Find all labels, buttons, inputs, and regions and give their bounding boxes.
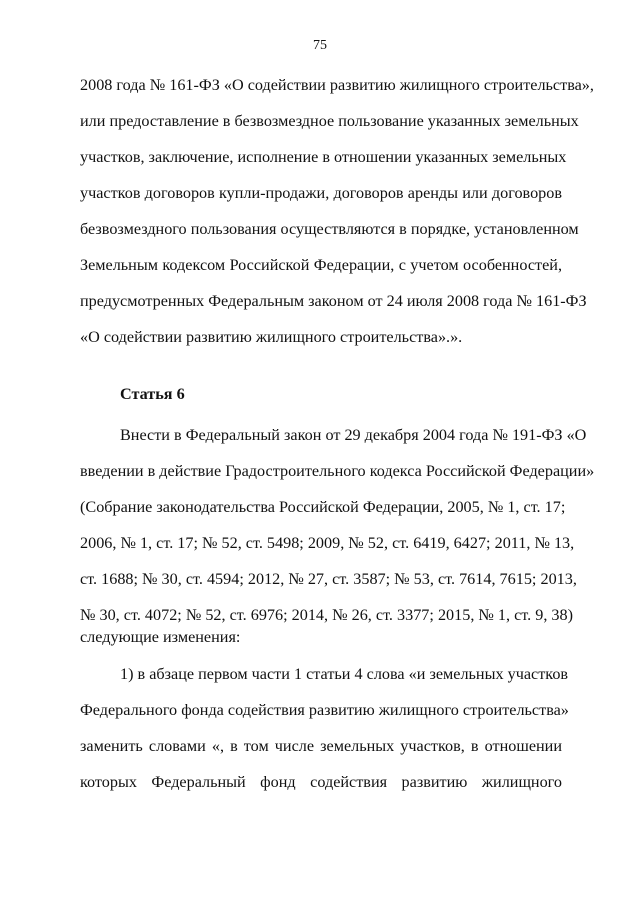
text-line: № 30, ст. 4072; № 52, ст. 6976; 2014, № 26, ст. 3377; 2015, № 1, ст. 9, 38) (80, 606, 573, 624)
text-line: заменить словами «, в том числе земельных участков, в отношении (80, 737, 562, 755)
text-line: (Собрание законодательства Российской Федерации, 2005, № 1, ст. 17; (80, 498, 566, 516)
text-line: 2006, № 1, ст. 17; № 52, ст. 5498; 2009, № 52, ст. 6419, 6427; 2011, № 13, (80, 534, 575, 552)
text-line: следующие изменения: (80, 628, 241, 646)
text-line: Земельным кодексом Российской Федерации, с учетом особенностей, (80, 256, 562, 274)
text-line: которых Федеральный фонд содействия развитию жилищного (80, 773, 562, 791)
text-line: Внести в Федеральный закон от 29 декабря 2004 года № 191-ФЗ «О (120, 426, 587, 444)
text-line: или предоставление в безвозмездное пользование указанных земельных (80, 112, 579, 130)
text-line: участков, заключение, исполнение в отношении указанных земельных (80, 148, 567, 166)
text-line: ст. 1688; № 30, ст. 4594; 2012, № 27, ст. 3587; № 53, ст. 7614, 7615; 2013, (80, 570, 577, 588)
text-line: Федерального фонда содействия развитию жилищного строительства» (80, 701, 569, 719)
text-line: 1) в абзаце первом части 1 статьи 4 слова «и земельных участков (120, 665, 569, 683)
text-line: безвозмездного пользования осуществляются в порядке, установленном (80, 220, 579, 238)
page-number: 75 (313, 38, 327, 53)
text-line: 2008 года № 161-ФЗ «О содействии развитию жилищного строительства», (80, 76, 594, 94)
text-line: участков договоров купли-продажи, договоров аренды или договоров (80, 184, 562, 202)
text-line: «О содействии развитию жилищного строительства».». (80, 328, 463, 346)
article-heading: Статья 6 (120, 385, 185, 403)
text-line: введении в действие Градостроительного кодекса Российской Федерации» (80, 462, 595, 480)
text-line: предусмотренных Федеральным законом от 24 июля 2008 года № 161-ФЗ (80, 292, 587, 310)
